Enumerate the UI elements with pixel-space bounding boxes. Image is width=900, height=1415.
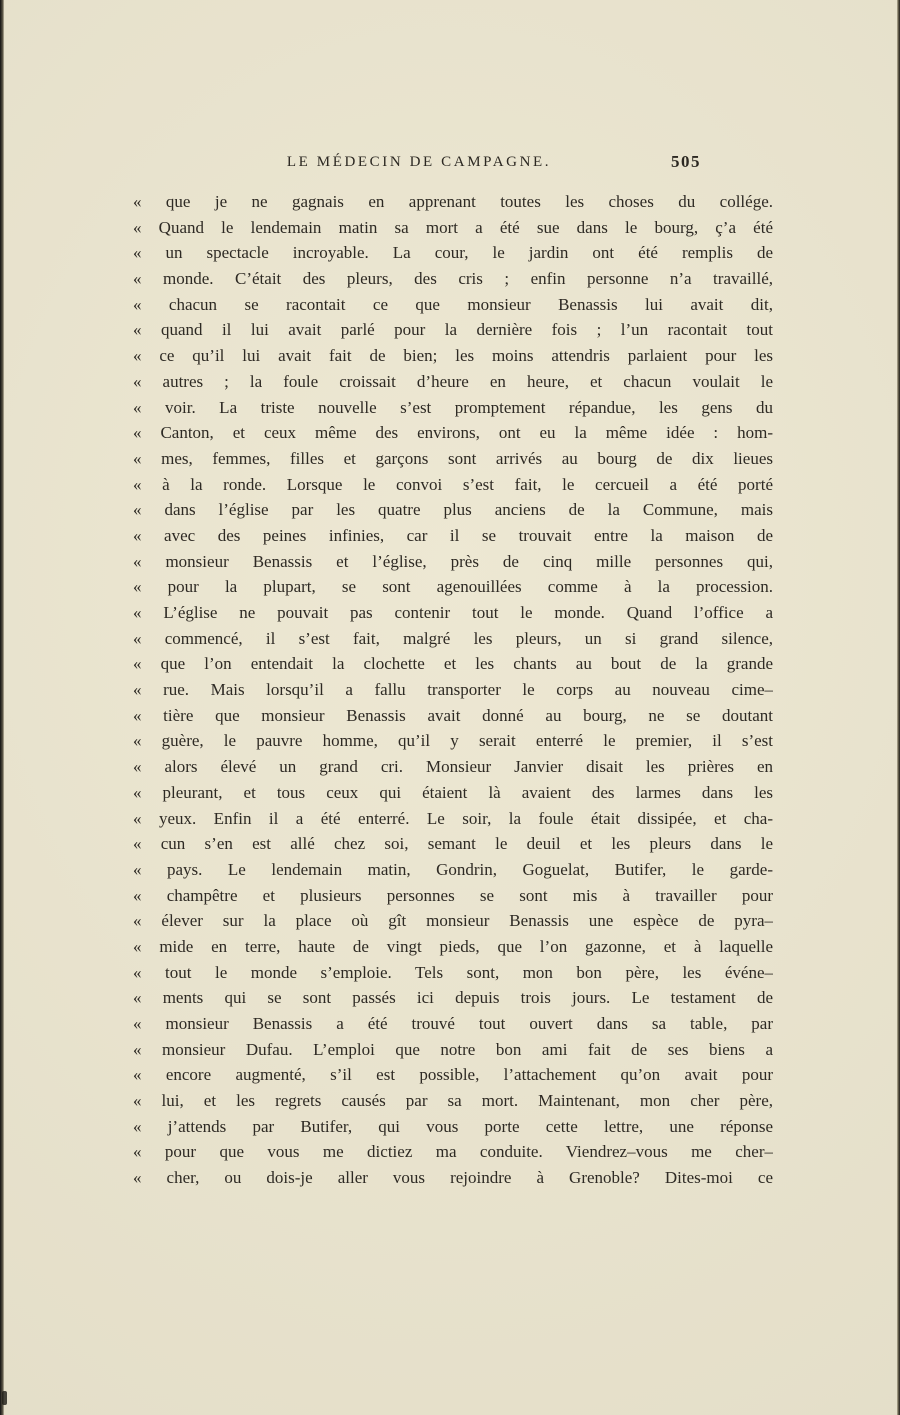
page-header	[133, 152, 773, 176]
scan-artifact	[2, 1391, 7, 1405]
text-line: « rue. Mais lorsqu’il a fallu transporter le corps au nouveau cime–	[133, 680, 773, 700]
text-line: « lui, et les regrets causés par sa mort. Maintenant, mon cher père,	[133, 1091, 773, 1111]
text-line: « j’attends par Butifer, qui vous porte cette lettre, une réponse	[133, 1116, 773, 1136]
text-line: « Canton, et ceux même des environs, ont eu la même idée : hom-	[133, 423, 773, 443]
text-line: « cher, ou dois-je aller vous rejoindre à Grenoble? Dites-moi ce	[133, 1168, 773, 1188]
text-line: « pays. Le lendemain matin, Gondrin, Goguelat, Butifer, le garde-	[133, 859, 773, 879]
text-line: « un spectacle incroyable. La cour, le jardin ont été remplis de	[133, 243, 773, 263]
text-line: « tout le monde s’emploie. Tels sont, mon bon père, les événe–	[133, 962, 773, 982]
text-line: « tière que monsieur Benassis avait donné au bourg, ne se doutant	[133, 705, 773, 725]
text-line: « mes, femmes, filles et garçons sont arrivés au bourg de dix lieues	[133, 448, 773, 468]
body-text	[133, 189, 773, 1191]
text-line: « ce qu’il lui avait fait de bien; les moins attendris parlaient pour les	[133, 346, 773, 366]
text-line: « monsieur Benassis a été trouvé tout ouvert dans sa table, par	[133, 1014, 773, 1033]
scan-edge-left	[0, 0, 4, 1415]
text-line: « Quand le lendemain matin sa mort a été sue dans le bourg, ç’a été	[133, 217, 773, 237]
text-line: « que je ne gagnais en apprenant toutes les choses du collége.	[133, 192, 773, 211]
text-line: « encore augmenté, s’il est possible, l’attachement qu’on avait pour	[133, 1065, 773, 1085]
text-line: « commencé, il s’est fait, malgré les pleurs, un si grand silence,	[133, 628, 773, 648]
text-line: « monsieur Dufau. L’emploi que notre bon ami fait de ses biens a	[133, 1039, 773, 1059]
text-line: « alors élevé un grand cri. Monsieur Janvier disait les prières en	[133, 757, 773, 777]
page-number: 505	[671, 152, 701, 171]
text-line: « L’église ne pouvait pas contenir tout le monde. Quand l’office a	[133, 603, 773, 622]
text-line: « ments qui se sont passés ici depuis trois jours. Le testament de	[133, 988, 773, 1008]
text-line: « champêtre et plusieurs personnes se sont mis à travailler pour	[133, 885, 773, 905]
running-title: LE MÉDECIN DE CAMPAGNE.	[286, 154, 552, 170]
text-line: « élever sur la place où gît monsieur Benassis une espèce de pyra–	[133, 911, 773, 931]
text-line: « autres ; la foule croissait d’heure en heure, et chacun voulait le	[133, 371, 773, 391]
text-line: « guère, le pauvre homme, qu’il y serait enterré le premier, il s’est	[133, 731, 773, 751]
text-line: « dans l’église par les quatre plus anciens de la Commune, mais	[133, 500, 773, 520]
text-line: « avec des peines infinies, car il se trouvait entre la maison de	[133, 525, 773, 545]
text-line: « cun s’en est allé chez soi, semant le deuil et les pleurs dans le	[133, 834, 773, 854]
text-line: « pour la plupart, se sont agenouillées comme à la procession.	[133, 577, 773, 597]
text-line: « que l’on entendait la clochette et les chants au bout de la grande	[133, 654, 773, 674]
text-line: « yeux. Enfin il a été enterré. Le soir, la foule était dissipée, et cha-	[133, 808, 773, 828]
text-line: « monde. C’était des pleurs, des cris ; enfin personne n’a travaillé,	[133, 269, 773, 289]
text-line: « mide en terre, haute de vingt pieds, que l’on gazonne, et à laquelle	[133, 936, 773, 956]
text-line: « monsieur Benassis et l’église, près de cinq mille personnes qui,	[133, 551, 773, 571]
text-line: « voir. La triste nouvelle s’est promptement répandue, les gens du	[133, 397, 773, 417]
text-line: « à la ronde. Lorsque le convoi s’est fait, le cercueil a été porté	[133, 474, 773, 494]
text-line: « chacun se racontait ce que monsieur Benassis lui avait dit,	[133, 294, 773, 314]
text-line: « pour que vous me dictiez ma conduite. Viendrez–vous me cher–	[133, 1142, 773, 1162]
text-line: « pleurant, et tous ceux qui étaient là avaient des larmes dans les	[133, 782, 773, 802]
text-line: « quand il lui avait parlé pour la dernière fois ; l’un racontait tout	[133, 320, 773, 340]
